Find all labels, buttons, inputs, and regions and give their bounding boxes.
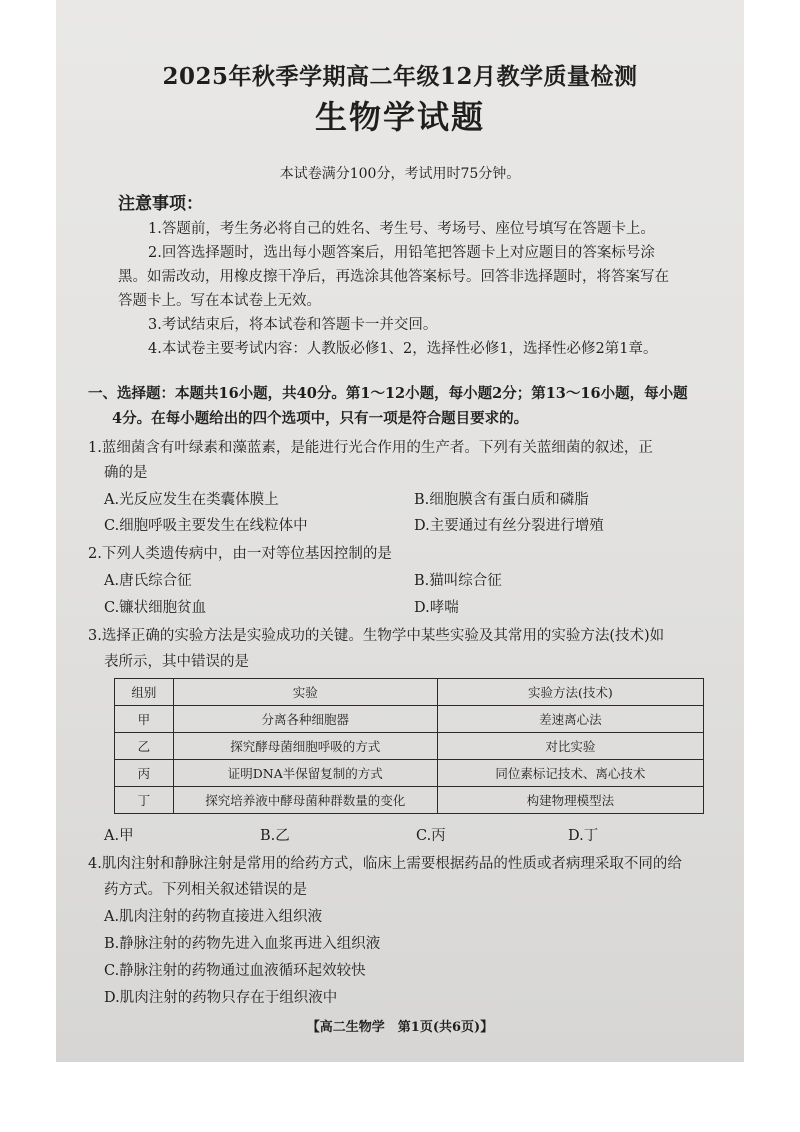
question-4-option-c: C.静脉注射的药物通过血液循环起效较快	[104, 963, 366, 979]
question-2-option-c: C.镰状细胞贫血	[104, 600, 207, 616]
question-1-option-a: A.光反应发生在类囊体膜上	[104, 492, 279, 508]
question-2-stem: 2.下列人类遗传病中，由一对等位基因控制的是	[88, 546, 392, 562]
section-heading: 一、选择题：本题共16小题，共40分。第1～12小题，每小题2分；第13～16小题，每小题	[88, 385, 688, 402]
table-cell: 分离各种细胞器	[173, 706, 437, 733]
table-header-cell: 实验	[173, 679, 437, 706]
table-cell: 构建物理模型法	[437, 787, 703, 814]
table-header-cell: 实验方法(技术)	[437, 679, 703, 706]
notice-heading: 注意事项：	[118, 194, 203, 214]
question-4-stem: 4.肌肉注射和静脉注射是常用的给药方式，临床上需要根据药品的性质或者病理采取不同的给	[88, 856, 682, 872]
table-header-row	[115, 679, 704, 706]
question-3-option-b: B.乙	[260, 828, 290, 844]
question-3-option-a: A.甲	[104, 828, 134, 844]
notice-line: 答题卡上。写在本试卷上无效。	[118, 293, 321, 309]
table-cell: 同位素标记技术、离心技术	[437, 760, 703, 787]
subject-title: 生物学试题	[314, 98, 485, 136]
table-row	[115, 733, 704, 760]
question-2-option-a: A.唐氏综合征	[104, 573, 192, 589]
table-cell: 差速离心法	[437, 706, 703, 733]
question-1-stem-cont: 确的是	[104, 465, 148, 481]
notice-line: 黑。如需改动，用橡皮擦干净后，再选涂其他答案标号。回答非选择题时，将答案写在	[118, 269, 669, 285]
question-1-option-c: C.细胞呼吸主要发生在线粒体中	[104, 518, 308, 534]
table-row	[115, 760, 704, 787]
question-3-stem-cont: 表所示，其中错误的是	[104, 654, 249, 670]
experiment-table	[114, 678, 704, 814]
notice-line: 1.答题前，考生务必将自己的姓名、考生号、考场号、座位号填写在答题卡上。	[148, 221, 655, 237]
table-cell: 探究培养液中酵母菌种群数量的变化	[173, 787, 437, 814]
question-3-stem: 3.选择正确的实验方法是实验成功的关键。生物学中某些实验及其常用的实验方法(技术)如	[88, 628, 665, 644]
exam-paper	[56, 0, 744, 1062]
table-cell: 对比实验	[437, 733, 703, 760]
question-1-option-b: B.细胞膜含有蛋白质和磷脂	[414, 492, 589, 508]
question-1-option-d: D.主要通过有丝分裂进行增殖	[414, 518, 604, 534]
section-heading-cont: 4分。在每小题给出的四个选项中，只有一项是符合题目要求的。	[112, 410, 529, 427]
notice-line: 2.回答选择题时，选出每小题答案后，用铅笔把答题卡上对应题目的答案标号涂	[148, 245, 655, 261]
table-cell: 丁	[115, 787, 174, 814]
question-4-option-b: B.静脉注射的药物先进入血浆再进入组织液	[104, 936, 381, 952]
question-2-option-b: B.猫叫综合征	[414, 573, 502, 589]
table-row	[115, 787, 704, 814]
table-cell: 丙	[115, 760, 174, 787]
page-footer: 【高二生物学 第1页(共6页)】	[306, 1020, 494, 1035]
question-4-stem-cont: 药方式。下列相关叙述错误的是	[104, 882, 307, 898]
question-4-option-d: D.肌肉注射的药物只存在于组织液中	[104, 990, 338, 1006]
question-4-option-a: A.肌肉注射的药物直接进入组织液	[104, 909, 323, 925]
table-row	[115, 706, 704, 733]
notice-line: 3.考试结束后，将本试卷和答题卡一并交回。	[148, 317, 438, 333]
question-2-option-d: D.哮喘	[414, 600, 459, 616]
exam-title: 2025年秋季学期高二年级12月教学质量检测	[162, 63, 638, 90]
notice-line: 4.本试卷主要考试内容：人教版必修1、2，选择性必修1，选择性必修2第1章。	[148, 341, 658, 357]
question-3-option-d: D.丁	[568, 828, 599, 844]
table-cell: 乙	[115, 733, 174, 760]
question-3-option-c: C.丙	[416, 828, 446, 844]
exam-info: 本试卷满分100分，考试用时75分钟。	[279, 166, 521, 182]
table-cell: 甲	[115, 706, 174, 733]
table-header-cell: 组别	[115, 679, 174, 706]
table-cell: 证明DNA半保留复制的方式	[173, 760, 437, 787]
question-1-stem: 1.蓝细菌含有叶绿素和藻蓝素，是能进行光合作用的生产者。下列有关蓝细菌的叙述，正	[88, 440, 653, 456]
table-cell: 探究酵母菌细胞呼吸的方式	[173, 733, 437, 760]
